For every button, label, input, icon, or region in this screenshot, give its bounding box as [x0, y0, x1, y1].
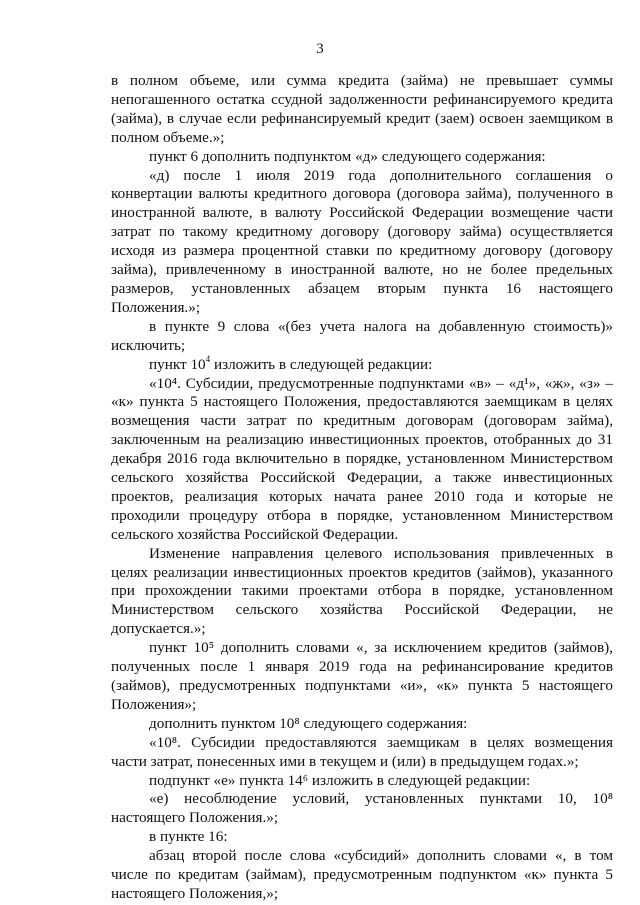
paragraph: в полном объеме, или сумма кредита (займа) не превышает суммы непогашенного остатка ссудной задолженности рефинансируемого кредита (займа), в случае если рефинансируемый кредит (заем) освоен заемщиком в полном объеме.»;: [111, 72, 613, 146]
paragraph: в пункте 16:: [149, 828, 228, 846]
paragraph: [111, 353, 613, 375]
paragraph: «10⁸. Субсидии предоставляются заемщикам в целях возмещения части затрат, понесенных ими в текущем и (или) в предыдущем годах.»;: [111, 733, 613, 770]
paragraph: пункт 6 дополнить подпунктом «д» следующего содержания:: [149, 147, 546, 165]
paragraph: Изменение направления целевого использования привлеченных в целях реализации инвестиционных проектов кредитов (займов), указанного при прохождении такими проектами отбора в порядке, установленном Министерством сельского хозяйства Российской Федерации, не допускается.»;: [111, 544, 613, 638]
paragraph: абзац второй после слова «субсидий» дополнить словами «, в том числе по кредитам (займам), предусмотренным подпунктом «к» пункта 5 настоящего Положения,»;: [111, 847, 613, 902]
paragraph: пункт 10⁵ дополнить словами «, за исключением кредитов (займов), полученных после 1 января 2019 года на рефинансирование кредитов (займов), предусмотренных подпунктами «и», «к» пункта 5 настоящего Положения»;: [111, 639, 613, 713]
document-body: [111, 72, 613, 904]
paragraph: подпункт «е» пункта 14⁶ изложить в следующей редакции:: [149, 771, 531, 789]
paragraph: «е) несоблюдение условий, установленных пунктами 10, 10⁸ настоящего Положения.»;: [111, 790, 613, 827]
paragraph: дополнить пунктом 10⁸ следующего содержания:: [149, 714, 468, 732]
paragraph: «10⁴. Субсидии, предусмотренные подпунктами «в» – «д¹», «ж», «з» – «к» пункта 5 настоящего Положения, предоставляются заемщикам в целях возмещения части затрат по кредитным договорам (договорам займа), заключенным на реализацию инвестиционных проектов, отобранных до 31 декабря 2016 года включительно в порядке, установленном Министерством сельского хозяйства Российской Федерации, а также инвестиционных проектов, реализация которых начата ранее 2010 года и которые не проходили процедуру отбора в порядке, установленном Министерством сельского хозяйства Российской Федерации.: [111, 374, 613, 543]
page-number: 3: [316, 41, 324, 57]
superscript: 4: [205, 353, 211, 364]
paragraph-text: пункт 10: [149, 355, 206, 373]
paragraph: «д) после 1 июля 2019 года дополнительного соглашения о конвертации валюты кредитного договора (договора займа), полученного в иностранной валюте, в валюту Российской Федерации возмещение части затрат по такому кредитному договору (договору займа) осуществляется исходя из размера процентной ставки по кредитному договору (договору займа), привлеченному в иностранной валюте, но не более предельных размеров, установленных абзацем вторым пункта 16 настоящего Положения.»;: [111, 166, 613, 316]
paragraph-text: изложить в следующей редакции:: [210, 355, 433, 373]
paragraph: в пункте 9 слова «(без учета налога на добавленную стоимость)» исключить;: [111, 317, 613, 354]
